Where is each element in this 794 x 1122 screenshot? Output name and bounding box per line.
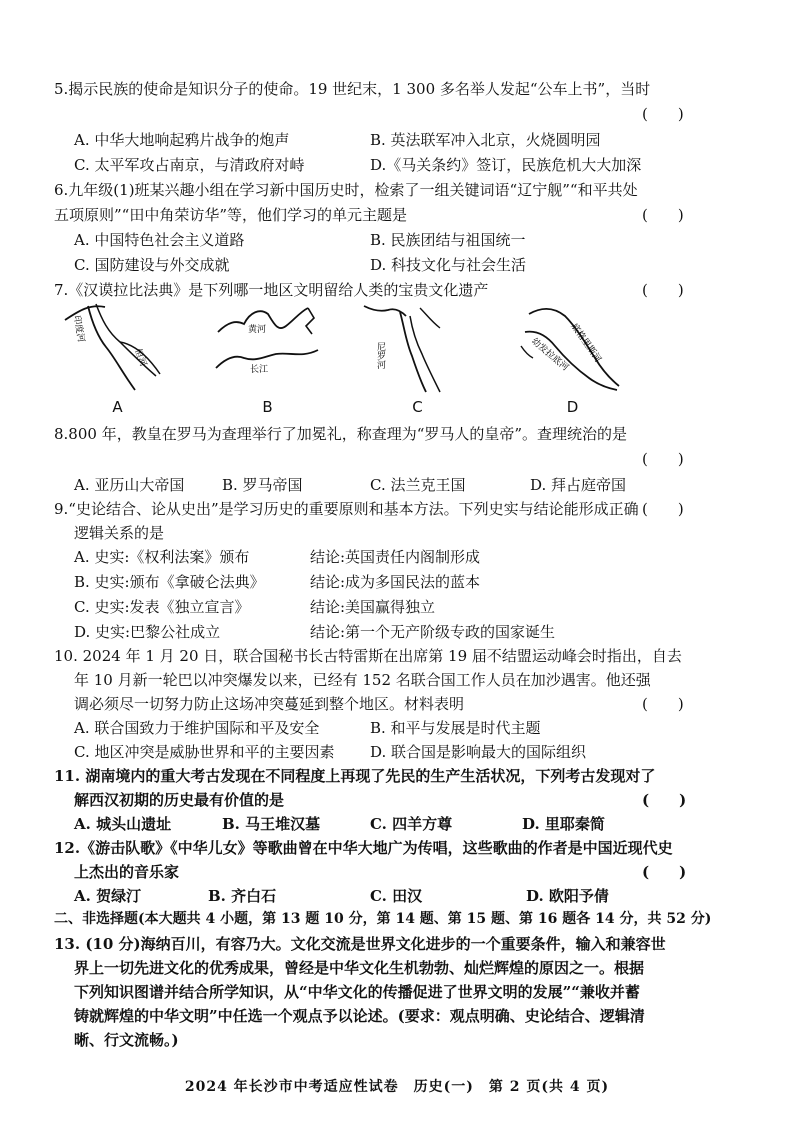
q5-option-d: D.《马关条约》签订，民族危机大大加深: [370, 156, 642, 174]
q6-option-c: C. 国防建设与外交成就: [74, 256, 230, 274]
map-a: [60, 302, 175, 416]
q9-option-b-conclusion: 结论:成为多国民法的蓝本: [310, 573, 481, 591]
q13-line4: 铸就辉煌的中华文明”中任选一个观点予以论述。(要求：观点明确、史论结合、逻辑清: [74, 1007, 645, 1025]
map-b-drawing: [210, 302, 325, 394]
map-c: [360, 302, 475, 416]
q12-stem-line1: 12.《游击队歌》《中华儿女》等歌曲曾在中华大地广为传唱，这些歌曲的作者是中国近现代史: [54, 839, 673, 857]
q11-stem-line2: 解西汉初期的历史最有价值的是: [74, 791, 285, 809]
map-c-letter: C: [412, 398, 423, 416]
q5-answer-paren: ( ): [642, 105, 684, 123]
map-b-river-1: 黄河: [248, 325, 267, 335]
q9-stem-line1: 9.“史论结合、论从史出”是学习历史的重要原则和基本方法。下列史实与结论能形成正确: [54, 500, 639, 518]
q6-option-a: A. 中国特色社会主义道路: [74, 231, 245, 249]
q6-option-d: D. 科技文化与社会生活: [370, 256, 527, 274]
q7-stem: 7.《汉谟拉比法典》是下列哪一地区文明留给人类的宝贵文化遗产: [54, 281, 489, 299]
q10-stem-line2: 年 10 月新一轮巴以冲突爆发以来，已经有 152 名联合国工作人员在加沙遇害。他还强: [74, 671, 651, 689]
q5-stem: 5.揭示民族的使命是知识分子的使命。19 世纪末，1 300 多名举人发起“公车上书”，当时: [54, 80, 651, 98]
q12-answer-paren: ( ): [642, 863, 687, 881]
q11-option-a: A. 城头山遗址: [74, 815, 172, 833]
q9-option-a-conclusion: 结论:英国责任内阁制形成: [310, 548, 481, 566]
q11-option-d: D. 里耶秦简: [522, 815, 605, 833]
q9-option-c-conclusion: 结论:美国赢得独立: [310, 598, 436, 616]
map-a-river-2: 恒河: [132, 347, 148, 368]
page-footer: 2024 年长沙市中考适应性试卷 历史(一) 第 2 页(共 4 页): [184, 1079, 610, 1095]
q8-option-d: D. 拜占庭帝国: [530, 476, 627, 494]
map-a-drawing: [60, 302, 175, 394]
q11-answer-paren: ( ): [642, 791, 687, 809]
q11-option-c: C. 四羊方尊: [370, 815, 453, 833]
q10-stem-line1: 10. 2024 年 1 月 20 日，联合国秘书长古特雷斯在出席第 19 届不结盟运动峰会时指出，自去: [54, 647, 682, 665]
q8-stem: 8.800 年，教皇在罗马为查理举行了加冕礼，称查理为“罗马人的皇帝”。查理统治的是: [54, 425, 628, 443]
q6-stem-line1: 6.九年级(1)班某兴趣小组在学习新中国历史时，检索了一组关键词语“辽宁舰”“和平共处: [54, 181, 638, 199]
q6-stem-line2: 五项原则”“田中角荣访华”等，他们学习的单元主题是: [54, 206, 408, 224]
map-b-river-2: 长江: [250, 365, 269, 375]
map-c-river-1: 尼罗河: [375, 342, 385, 369]
q13-line1: 13. (10 分)海纳百川，有容乃大。文化交流是世界文化进步的一个重要条件，输入和兼容世: [54, 935, 666, 953]
q10-option-a: A. 联合国致力于维护国际和平及安全: [74, 719, 320, 737]
q12-stem-line2: 上杰出的音乐家: [74, 863, 180, 881]
q8-option-b: B. 罗马帝国: [222, 476, 303, 494]
q9-option-b-fact: B. 史实:颁布《拿破仑法典》: [74, 573, 265, 591]
q12-option-d: D. 欧阳予倩: [526, 887, 609, 905]
q13-line2: 界上一切先进文化的优秀成果，曾经是中华文化生机勃勃、灿烂辉煌的原因之一。根据: [74, 959, 645, 977]
map-b-letter: B: [262, 398, 273, 416]
q10-option-b: B. 和平与发展是时代主题: [370, 719, 541, 737]
q13-line5: 晰、行文流畅。): [74, 1031, 179, 1049]
q12-option-a: A. 贺绿汀: [74, 887, 142, 905]
q5-option-b: B. 英法联军冲入北京，火烧圆明园: [370, 131, 601, 149]
q10-answer-paren: ( ): [642, 695, 684, 713]
q5-option-c: C. 太平军攻占南京，与清政府对峙: [74, 156, 305, 174]
q9-option-c-fact: C. 史实:发表《独立宣言》: [74, 598, 250, 616]
q6-option-b: B. 民族团结与祖国统一: [370, 231, 526, 249]
map-d-river-2: 幼发拉底河: [529, 336, 570, 374]
q10-stem-line3: 调必须尽一切努力防止这场冲突蔓延到整个地区。材料表明: [74, 695, 465, 713]
section-2-heading: 二、非选择题(本大题共 4 小题，第 13 题 10 分，第 14 题、第 15 题、第 16 题各 14 分，共 52 分): [54, 911, 712, 927]
map-c-drawing: [360, 302, 475, 394]
q7-map-options: [60, 302, 720, 422]
map-a-river-1: 印度河: [71, 314, 86, 344]
q9-option-d-fact: D. 史实:巴黎公社成立: [74, 623, 221, 641]
map-b: [210, 302, 325, 416]
q12-option-c: C. 田汉: [370, 887, 423, 905]
map-d-letter: D: [566, 398, 579, 416]
q9-stem-line2: 逻辑关系的是: [74, 524, 165, 542]
q5-option-a: A. 中华大地响起鸦片战争的炮声: [74, 131, 290, 149]
q11-stem-line1: 11. 湖南境内的重大考古发现在不同程度上再现了先民的生产生活状况，下列考古发现对了: [54, 767, 656, 785]
map-d-river-1: 底格里斯河: [568, 321, 603, 365]
q9-option-d-conclusion: 结论:第一个无产阶级专政的国家诞生: [310, 623, 556, 641]
q6-answer-paren: ( ): [642, 206, 684, 224]
q8-answer-paren: ( ): [642, 450, 684, 468]
q9-option-a-fact: A. 史实:《权利法案》颁布: [74, 548, 250, 566]
q7-answer-paren: ( ): [642, 281, 684, 299]
q9-answer-paren: ( ): [642, 500, 684, 518]
map-d-drawing: [515, 302, 630, 394]
map-a-letter: A: [112, 398, 123, 416]
q10-option-c: C. 地区冲突是威胁世界和平的主要因素: [74, 743, 335, 761]
q12-option-b: B. 齐白石: [208, 887, 277, 905]
q13-line3: 下列知识图谱并结合所学知识，从“中华文化的传播促进了世界文明的发展”“兼收并蓄: [74, 983, 640, 1001]
q11-option-b: B. 马王堆汉墓: [222, 815, 321, 833]
q8-option-c: C. 法兰克王国: [370, 476, 466, 494]
q10-option-d: D. 联合国是影响最大的国际组织: [370, 743, 587, 761]
map-d: [515, 302, 630, 416]
q8-option-a: A. 亚历山大帝国: [74, 476, 185, 494]
